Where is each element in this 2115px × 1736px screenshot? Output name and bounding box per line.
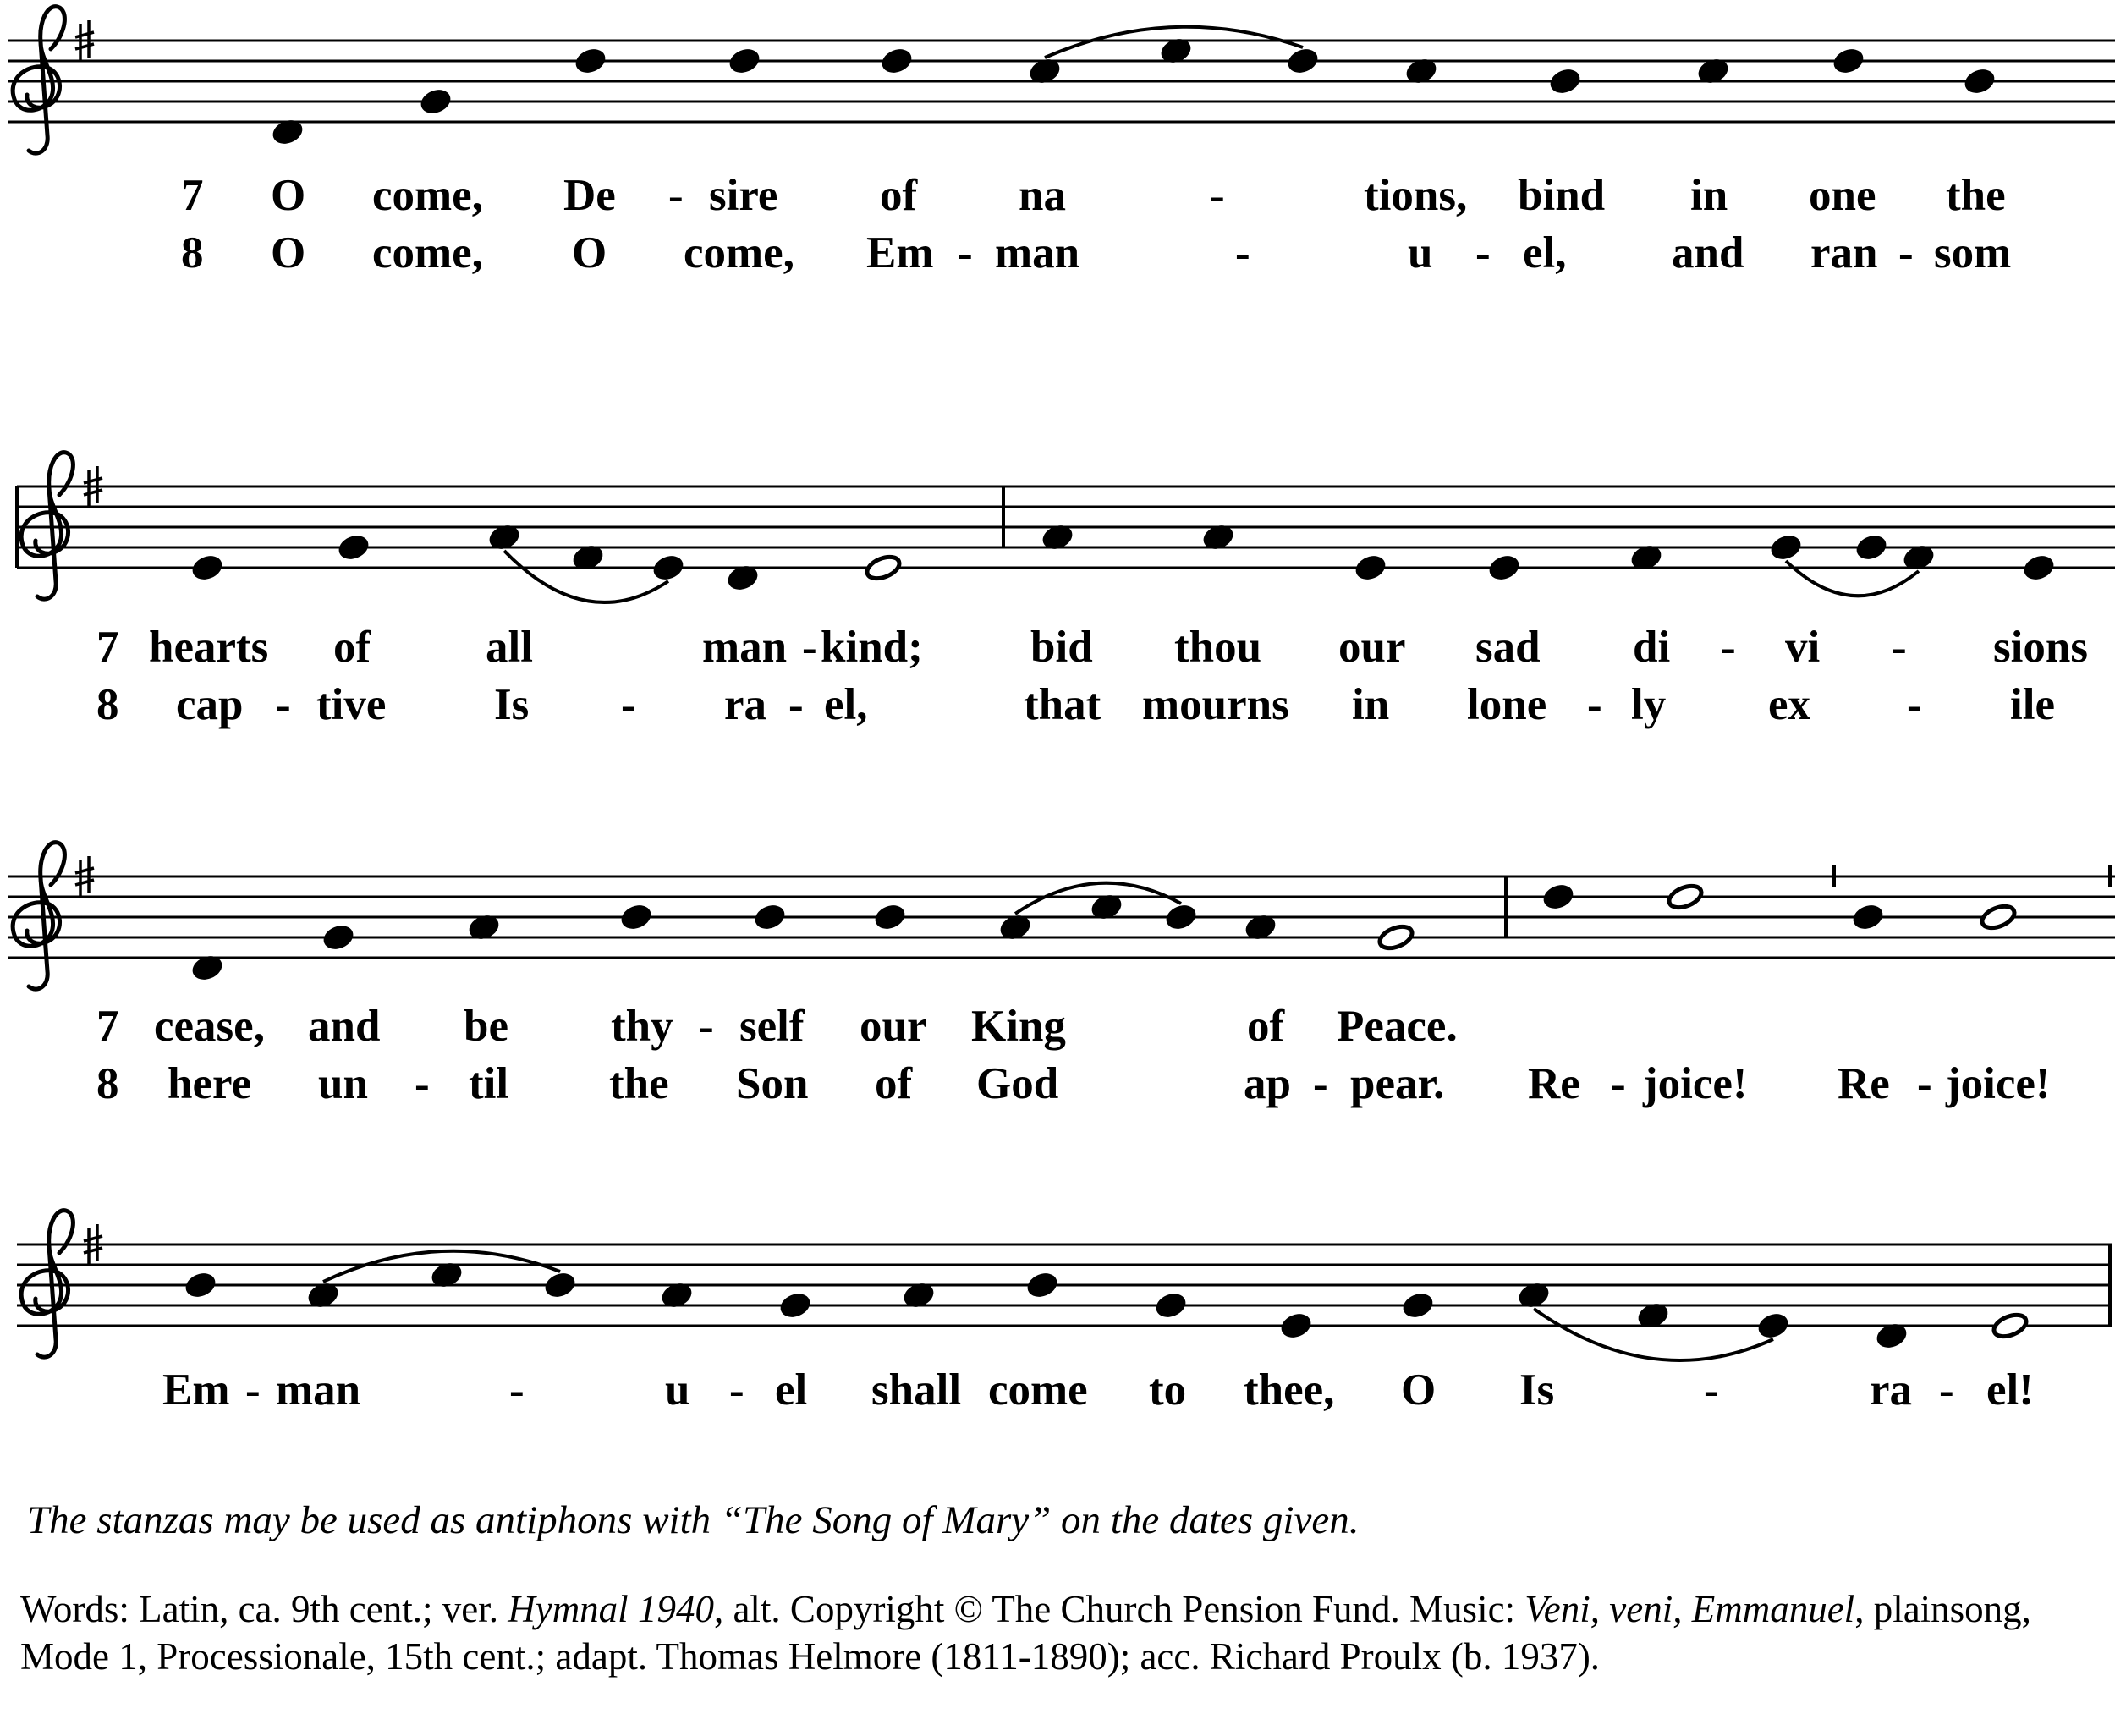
lyric-7-syllable: sions: [1993, 623, 2088, 672]
credits-words-source: Hymnal 1940: [508, 1588, 714, 1630]
lyric-hyphen: -: [1939, 1365, 1954, 1415]
lyric-8-hyphen: -: [415, 1059, 430, 1108]
lyric-7-syllable: bid: [1030, 623, 1093, 672]
lyric-7-hyphen: -: [1892, 623, 1907, 672]
lyric-8-syllable: in: [1352, 680, 1390, 729]
lyric-7-syllable: of: [880, 171, 918, 220]
lyric-8-syllable: el,: [824, 680, 868, 729]
lyric-7-syllable: De: [563, 171, 616, 220]
lyric-8-syllable: ile: [2010, 680, 2055, 729]
credits-words-prefix: Words: Latin, ca. 9th cent.; ver.: [20, 1588, 508, 1630]
lyric-8-hyphen: -: [1898, 228, 1914, 277]
lyric-7-numeral: 7: [181, 171, 204, 220]
quarter-note: [1277, 1310, 1314, 1342]
lyric-8-syllable: Is: [494, 680, 530, 729]
quarter-note: [2020, 552, 2057, 584]
quarter-note: [1024, 1269, 1060, 1301]
lyric-7-syllable: kind;: [821, 623, 923, 672]
lyric-hyphen: -: [509, 1365, 525, 1415]
lyric-8-syllable: som: [1934, 228, 2012, 277]
lyric-8-syllable: lone: [1467, 680, 1547, 729]
lyric-7-syllable: man: [702, 623, 788, 672]
lyric-8-syllable: O: [271, 228, 306, 277]
quarter-note: [1162, 901, 1199, 933]
half-note: [864, 552, 902, 582]
lyric-7-syllable: King: [971, 1002, 1066, 1051]
lyric-8-syllable: here: [168, 1059, 252, 1108]
lyric-7-syllable: O: [271, 171, 306, 220]
lyric-8-syllable: mourns: [1142, 680, 1289, 729]
quarter-note: [1546, 65, 1583, 97]
lyric-7-syllable: and: [308, 1002, 381, 1051]
system-1: [8, 7, 2115, 277]
lyric-8-syllable: til: [469, 1059, 509, 1108]
lyric-syllable: come: [988, 1365, 1088, 1415]
lyric-7-hyphen: -: [1721, 623, 1736, 672]
lyric-8-syllable: ly: [1631, 680, 1667, 729]
lyric-7-syllable: of: [333, 623, 371, 672]
lyric-8-syllable: un: [318, 1059, 368, 1108]
quarter-note: [182, 1269, 218, 1301]
lyric-8-syllable: Re: [1838, 1059, 1890, 1108]
lyric-syllable: el!: [1986, 1365, 2034, 1415]
lyric-7-numeral: 7: [96, 1002, 119, 1051]
lyric-syllable: O: [1401, 1365, 1437, 1415]
credits: [20, 1585, 2093, 1680]
lyric-7-syllable: sad: [1475, 623, 1541, 672]
lyric-7-syllable: self: [739, 1002, 805, 1051]
lyric-8-syllable: ap: [1244, 1059, 1291, 1108]
quarter-note: [1486, 552, 1522, 584]
lyric-7-hyphen: -: [699, 1002, 714, 1051]
notes: [269, 27, 1997, 148]
lyric-7-syllable: na: [1019, 171, 1066, 220]
lyric-8-hyphen: -: [621, 680, 636, 729]
lyric-8-hyphen: -: [1235, 228, 1250, 277]
lyric-8-syllable: Em: [866, 228, 934, 277]
lyric-7-syllable: bind: [1518, 171, 1606, 220]
lyric-8-syllable: pear.: [1350, 1059, 1445, 1108]
lyric-8-syllable: tive: [316, 680, 387, 729]
quarter-note: [726, 45, 762, 77]
lyric-8-hyphen: -: [1611, 1059, 1626, 1108]
quarter-note: [1961, 65, 1997, 97]
lyric-8-syllable: joice!: [1946, 1059, 2051, 1108]
lyric-8-syllable: u: [1408, 228, 1433, 277]
lyric-8-syllable: man: [995, 228, 1080, 277]
quarter-note: [618, 901, 654, 933]
quarter-note: [1767, 531, 1804, 563]
lyric-7-syllable: cease,: [154, 1002, 265, 1051]
lyric-7-syllable: be: [464, 1002, 508, 1051]
quarter-note: [1755, 1310, 1791, 1342]
lyric-8-hyphen: -: [1313, 1059, 1328, 1108]
quarter-note: [1399, 1289, 1436, 1321]
quarter-note: [417, 85, 453, 118]
lyric-7-syllable: thou: [1174, 623, 1262, 672]
lyric-hyphen: -: [1704, 1365, 1719, 1415]
quarter-note: [572, 45, 608, 77]
lyric-syllable: man: [276, 1365, 361, 1415]
lyric-syllable: Is: [1519, 1365, 1555, 1415]
lyric-8-syllable: el,: [1523, 228, 1567, 277]
lyric-8-hyphen: -: [276, 680, 291, 729]
lyric-7-syllable: in: [1690, 171, 1728, 220]
lyric-8-hyphen: -: [1475, 228, 1491, 277]
system-3: [8, 843, 2115, 1108]
lyric-8-syllable: Son: [736, 1059, 809, 1108]
treble-clef-icon: [21, 1211, 73, 1357]
lyric-8-syllable: Re: [1528, 1059, 1580, 1108]
lyric-syllable: u: [665, 1365, 690, 1415]
quarter-note: [871, 901, 908, 933]
half-note: [1376, 922, 1415, 952]
lyric-7-hyphen: -: [668, 171, 684, 220]
staff-lines: [8, 41, 2115, 122]
half-note: [1979, 902, 2017, 931]
usage-note: The stanzas may be used as antiphons with “The Song of Mary” on the dates given.: [27, 1498, 1360, 1542]
quarter-note: [1849, 901, 1886, 933]
quarter-note: [189, 552, 225, 584]
lyric-8-syllable: the: [609, 1059, 669, 1108]
lyric-syllable: to: [1149, 1365, 1187, 1415]
lyric-8-numeral: 8: [96, 1059, 119, 1108]
lyric-7-syllable: hearts: [149, 623, 269, 672]
treble-clef-icon: [21, 453, 73, 599]
lyric-7-syllable: one: [1809, 171, 1876, 220]
lyric-8-syllable: and: [1672, 228, 1744, 277]
lyric-8-syllable: of: [875, 1059, 913, 1108]
quarter-note: [878, 45, 915, 77]
lyric-syllable: shall: [871, 1365, 962, 1415]
lyric-8-syllable: cap: [176, 680, 244, 729]
quarter-note: [650, 552, 686, 584]
lyric-8-syllable: ex: [1768, 680, 1811, 729]
lyric-8-syllable: joice!: [1643, 1059, 1748, 1108]
treble-clef-icon: [13, 843, 64, 989]
lyric-8-hyphen: -: [1907, 680, 1922, 729]
lyric-8-syllable: ran: [1810, 228, 1878, 277]
lyric-8-syllable: that: [1024, 680, 1101, 729]
system-2: [17, 453, 2115, 729]
lyric-7-syllable: all: [486, 623, 533, 672]
lyric-hyphen: -: [245, 1365, 261, 1415]
credits-words-suffix: , alt. Copyright © The Church Pension Fund. Music:: [713, 1588, 1525, 1630]
lyric-7-syllable: our: [1338, 623, 1406, 672]
lyric-7-syllable: sire: [709, 171, 778, 220]
quarter-note: [320, 921, 356, 953]
lyric-8-hyphen: -: [958, 228, 973, 277]
notes: [189, 521, 2057, 602]
half-note: [1666, 882, 1704, 911]
lyric-7-syllable: thy: [611, 1002, 673, 1051]
lyric-7-syllable: of: [1247, 1002, 1285, 1051]
quarter-note: [777, 1289, 813, 1321]
quarter-note: [1284, 45, 1321, 77]
credits-music-suffix: , plainsong, Mode 1, Processionale, 15th cent.; adapt. Thomas Helmore (1811-1890); acc. Richard Proulx (b. 1937).: [20, 1588, 2031, 1678]
lyric-7-hyphen: -: [802, 623, 817, 672]
lyric-7-syllable: vi: [1785, 623, 1821, 672]
lyric-8-numeral: 8: [181, 228, 204, 277]
quarter-note: [541, 1269, 578, 1301]
lyric-7-syllable: di: [1633, 623, 1671, 672]
quarter-note: [1152, 1289, 1189, 1321]
treble-clef-icon: [13, 7, 64, 153]
quarter-note: [335, 531, 371, 563]
lyric-8-syllable: God: [976, 1059, 1059, 1108]
lyric-7-syllable: the: [1946, 171, 2006, 220]
lyric-hyphen: -: [729, 1365, 744, 1415]
quarter-note: [1830, 45, 1866, 77]
lyric-syllable: el: [775, 1365, 808, 1415]
slur: [1786, 561, 1919, 596]
quarter-note: [1853, 531, 1889, 563]
lyric-8-syllable: ra: [724, 680, 767, 729]
lyric-7-syllable: tions,: [1364, 171, 1468, 220]
quarter-note: [751, 901, 788, 933]
system-4: [17, 1211, 2112, 1415]
lyric-syllable: thee,: [1244, 1365, 1335, 1415]
lyric-7-numeral: 7: [96, 623, 119, 672]
quarter-note: [1540, 881, 1576, 913]
lyric-8-syllable: come,: [684, 228, 794, 277]
lyric-8-hyphen: -: [788, 680, 804, 729]
lyric-8-syllable: come,: [372, 228, 483, 277]
lyric-syllable: ra: [1870, 1365, 1913, 1415]
quarter-note: [1352, 552, 1388, 584]
lyric-7-syllable: come,: [372, 171, 483, 220]
lyric-7-syllable: Peace.: [1337, 1002, 1458, 1051]
lyric-syllable: Em: [162, 1365, 230, 1415]
lyric-7-syllable: our: [860, 1002, 927, 1051]
lyric-7-hyphen: -: [1210, 171, 1225, 220]
credits-tune-name: Veni, veni, Emmanuel: [1524, 1588, 1855, 1630]
lyric-8-numeral: 8: [96, 680, 119, 729]
lyric-8-syllable: O: [572, 228, 607, 277]
lyric-8-hyphen: -: [1917, 1059, 1932, 1108]
half-note: [1991, 1310, 2029, 1340]
lyric-8-hyphen: -: [1587, 680, 1602, 729]
